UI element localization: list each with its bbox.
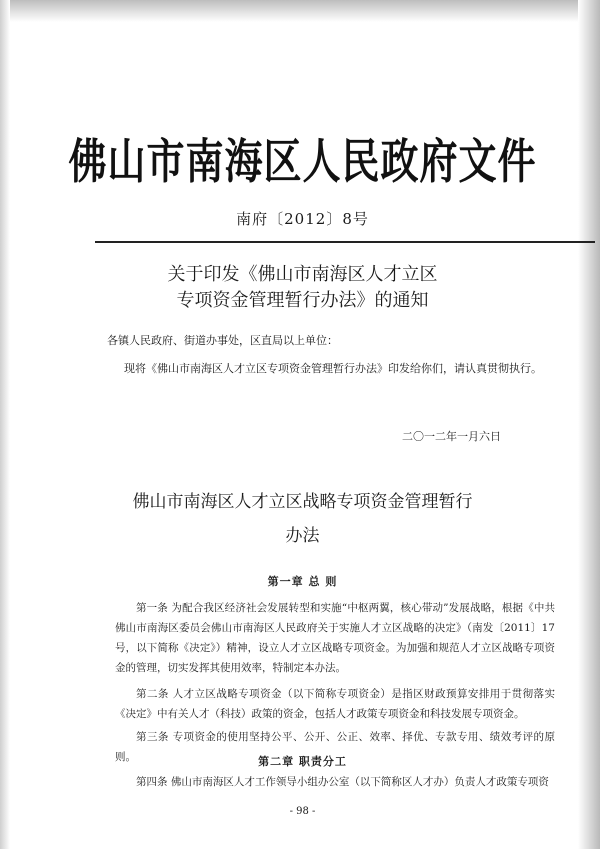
notice-recipients: 各镇人民政府、街道办事处，区直局以上单位： <box>107 334 338 347</box>
article-4: 第四条 佛山市南海区人才工作领导小组办公室（以下简称区人才办）负责人才政策专项资 <box>136 776 549 788</box>
notice-body: 现将《佛山市南海区人才立区专项资金管理暂行办法》印发给你们，请认真贯彻执行。 <box>124 362 542 375</box>
document-header-title: 佛山市南海区人民政府文件 <box>68 134 537 190</box>
document-page <box>40 30 565 840</box>
article-1: 第一条 为配合我区经济社会发展转型和实施“中枢两翼，核心带动”发展战略，根据《中共佛山市南海区委员会佛山市南海区人民政府关于实施人才立区战略的决定》（南发〔2011〕17号，以下简称《决定》）精神，设立人才立区战略专项资金。为加强和规范人才立区战略专项资金的管理，切实发挥其使用效率，特制定本办法。 <box>115 602 555 674</box>
notice-title-line2: 专项资金管理暂行办法》的通知 <box>176 290 429 311</box>
header-divider <box>95 241 595 243</box>
measures-title <box>40 485 565 553</box>
notice-title <box>40 262 565 314</box>
page-number: - 98 - <box>289 806 316 817</box>
chapter-heading-2: 第二章 职责分工 <box>258 755 347 768</box>
document-number: 南府〔2012〕8号 <box>236 210 369 228</box>
measures-title-line2: 办法 <box>285 526 320 546</box>
scan-edge-right <box>578 0 600 849</box>
article-3: 第三条 专项资金的使用坚持公平、公开、公正、效率、择优、专款专用、绩效考评的原则。 <box>115 731 555 763</box>
notice-date: 二〇一二年一月六日 <box>402 430 501 443</box>
scan-edge-top <box>0 0 600 22</box>
scan-edge-left <box>0 0 10 849</box>
measures-title-line1: 佛山市南海区人才立区战略专项资金管理暂行 <box>132 492 473 512</box>
chapter-heading-1: 第一章 总 则 <box>267 575 338 588</box>
notice-title-line1: 关于印发《佛山市南海区人才立区 <box>167 264 438 285</box>
article-2: 第二条 人才立区战略专项资金（以下简称专项资金）是指区财政预算安排用于贯彻落实《决定》中有关人才（科技）政策的资金，包括人才政策专项资金和科技发展专项资金。 <box>115 688 555 720</box>
